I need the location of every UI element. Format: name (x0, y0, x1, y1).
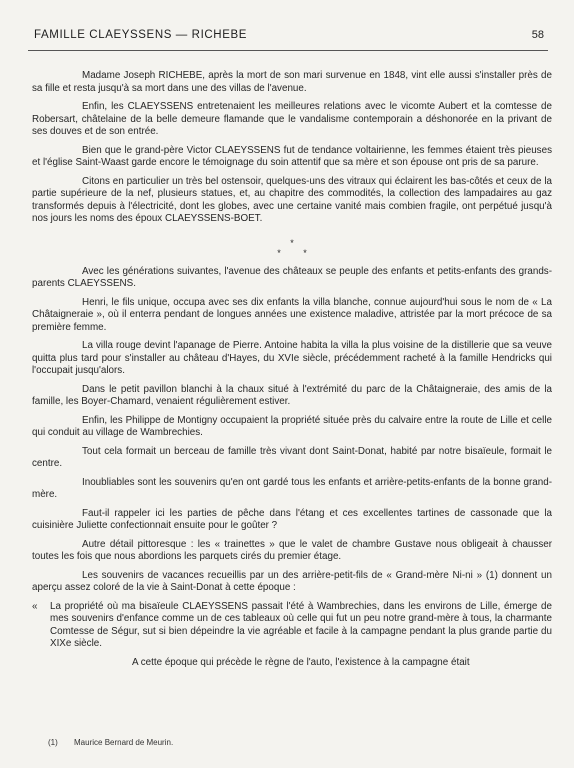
section-separator (32, 238, 552, 258)
paragraph: A cette époque qui précède le règne de l'auto, l'existence à la campagne était (132, 656, 470, 668)
quoted-paragraph (32, 601, 552, 651)
header-rule (28, 50, 548, 51)
separator-top: * (290, 237, 294, 248)
paragraph: Avec les générations suivantes, l'avenue des châteaux se peuple des enfants et petits-enfants des grands-parents CLAEYSSENS. (32, 265, 552, 289)
footnote-text: Maurice Bernard de Meurin. (74, 738, 174, 747)
opening-quote-mark: « (32, 600, 38, 612)
footnote (48, 738, 173, 747)
paragraph: Madame Joseph RICHEBE, après la mort de son mari survenue en 1848, vint elle aussi s'installer près de sa fille et resta jusqu'à sa mort dans une des villas de l'avenue. (32, 70, 552, 94)
header-title: FAMILLE CLAEYSSENS — RICHEBE (34, 29, 248, 41)
paragraph: Les souvenirs de vacances recueillis par un des arrière-petit-fils de « Grand-mère Ni-ni » (1) donnent un aperçu assez coloré de la vie à Saint-Donat à cette époque : (32, 569, 552, 593)
paragraph: Bien que le grand-père Victor CLAEYSSENS fut de tendance voltairienne, les femmes étaient très pieuses et l'église Saint-Waast garde encore le témoignage du soin attentif que sa mère et son épouse ont pris de sa parure. (32, 144, 552, 168)
running-header (34, 29, 544, 41)
paragraph: Dans le petit pavillon blanchi à la chaux situé à l'extrémité du parc de la Châtaigneraie, des amis de la famille, les Boyer-Chamard, venaient régulièrement estiver. (32, 383, 552, 407)
quote-text: La propriété où ma bisaïeule CLAEYSSENS passait l'été à Wambrechies, dans les environs de Lille, émerge de mes souvenirs d'enfance comme un de ces tableaux où celle qui fut un peu notre grand-mère à tous, la charmante Comtesse de Ségur, sut si bien dépeindre la vie agréable et facile à la campagne pendant la plus grande partie du XIXe siècle. (50, 600, 552, 649)
separator-bottom: * * (277, 247, 317, 258)
paragraph: La villa rouge devint l'apanage de Pierre. Antoine habita la villa la plus voisine de la distillerie que sa veuve quitta plus tard pour s'installer au château d'Hayes, du XVIe siècle, précédemment racheté à la famille Hendricks qui l'occupait jusqu'alors. (32, 340, 552, 376)
paragraph: Citons en particulier un très bel ostensoir, quelques-uns des vitraux qui éclairent les bas-côtés et ceux de la partie supérieure de la nef, plusieurs statues, et, au chapitre des commodités, la collection des lampadaires au gaz transformés depuis à l'électricité, dont les globes, avec une certaine vanité mais combien fragile, ont perpétué jusqu'à nos jours les noms des époux CLAEYSSENS-BOET. (32, 175, 552, 224)
footnote-number: (1) (48, 738, 58, 747)
paragraph: Enfin, les Philippe de Montigny occupaient la propriété située près du calvaire entre la route de Lille et celle qui conduit au village de Wambrechies. (32, 414, 552, 438)
paragraph: Inoubliables sont les souvenirs qu'en ont gardé tous les enfants et arrière-petits-enfants de la bonne grand-mère. (32, 476, 552, 500)
paragraph: Autre détail pittoresque : les « trainettes » que le valet de chambre Gustave nous obligeait à chausser toutes les fois que nous abordions les parquets cirés du premier étage. (32, 538, 552, 562)
body-text (32, 70, 552, 675)
paragraph: Tout cela formait un berceau de famille très vivant dont Saint-Donat, habité par notre bisaïeule, formait le centre. (32, 445, 552, 469)
paragraph: Henri, le fils unique, occupa avec ses dix enfants la villa blanche, connue aujourd'hui sous le nom de « La Châtaigneraie », où il enterra pendant de longues années une existence maladive, attristée par la mort précoce de sa première femme. (32, 296, 552, 333)
paragraph: Enfin, les CLAEYSSENS entretenaient les meilleures relations avec le vicomte Aubert et la comtesse de Robersart, châtelaine de la belle demeure flamande que le vandalisme contemporain a déshonorée en la privant de ses douves et de son entrée. (32, 101, 552, 137)
paragraph: Faut-il rappeler ici les parties de pêche dans l'étang et ces excellentes tartines de cassonade que la cuisinière Juliette confectionnait ensuite pour le goûter ? (32, 507, 552, 531)
page-number: 58 (531, 29, 544, 41)
